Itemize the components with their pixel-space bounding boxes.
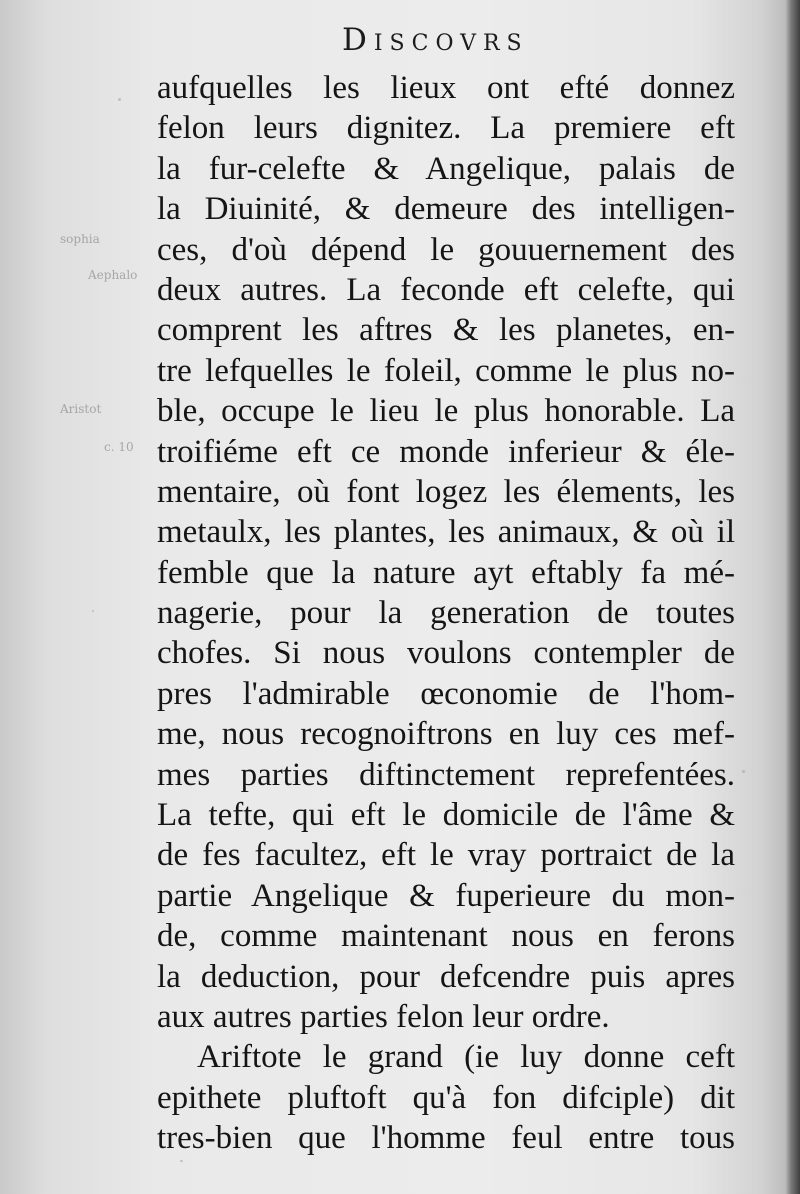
paper-speck — [92, 610, 94, 612]
text-line: la deduction, pour defcendre puis apres — [157, 958, 735, 995]
text-line: la Diuinité, & demeure des intelligen- — [157, 191, 735, 228]
text-line: la fur-celefte & Angelique, palais de — [157, 150, 735, 187]
margin-note: Aephalo — [88, 268, 138, 282]
text-line: metaulx, les plantes, les animaux, & où il — [157, 514, 735, 551]
paper-speck — [742, 770, 745, 773]
text-line: tres-bien que l'homme feul entre tous — [157, 1120, 735, 1157]
paper-speck — [180, 1160, 183, 1162]
text-line: nagerie, pour la generation de toutes — [157, 595, 735, 632]
text-line: Ariftote le grand (ie luy donne ceft — [197, 1039, 735, 1076]
text-line: de, comme maintenant nous en ferons — [157, 918, 735, 955]
text-line: deux autres. La feconde eft celefte, qui — [157, 271, 735, 308]
margin-note: Aristot — [60, 402, 102, 416]
text-line: me, nous recognoiftrons en luy ces mef- — [157, 716, 735, 753]
text-line: ble, occupe le lieu le plus honorable. La — [157, 393, 735, 430]
text-line: pres l'admirable œconomie de l'hom- — [157, 675, 735, 712]
page-edge-shadow — [785, 0, 800, 1194]
body-text — [157, 68, 735, 1159]
text-line: ces, d'où dépend le gouuernement des — [157, 231, 735, 268]
text-line: comprent les aftres & les planetes, en- — [157, 312, 735, 349]
paper-speck — [118, 98, 121, 101]
text-line: chofes. Si nous voulons contempler de — [157, 635, 735, 672]
text-line: felon leurs dignitez. La premiere eft — [157, 110, 735, 147]
text-line: de fes facultez, eft le vray portraict de la — [157, 837, 735, 874]
text-line: tre lefquelles le foleil, comme le plus no- — [157, 352, 735, 389]
text-line: epithete pluftoft qu'à fon difciple) dit — [157, 1079, 735, 1116]
margin-note: c. 10 — [104, 440, 134, 454]
text-line: aufquelles les lieux ont efté donnez — [157, 70, 735, 106]
text-line: troifiéme eft ce monde inferieur & éle- — [157, 433, 735, 470]
text-line: mes parties diftinctement reprefentées. — [157, 756, 735, 793]
text-line: aux autres parties felon leur ordre. — [157, 998, 610, 1035]
text-line: partie Angelique & fuperieure du mon- — [157, 877, 735, 914]
text-line: La tefte, qui eft le domicile de l'âme & — [157, 797, 735, 834]
margin-note: sophia — [60, 232, 100, 246]
running-title: Discovrs — [342, 22, 529, 58]
text-line: mentaire, où font logez les élements, les — [157, 473, 735, 510]
text-line: femble que la nature ayt eftably fa mé- — [157, 554, 735, 591]
